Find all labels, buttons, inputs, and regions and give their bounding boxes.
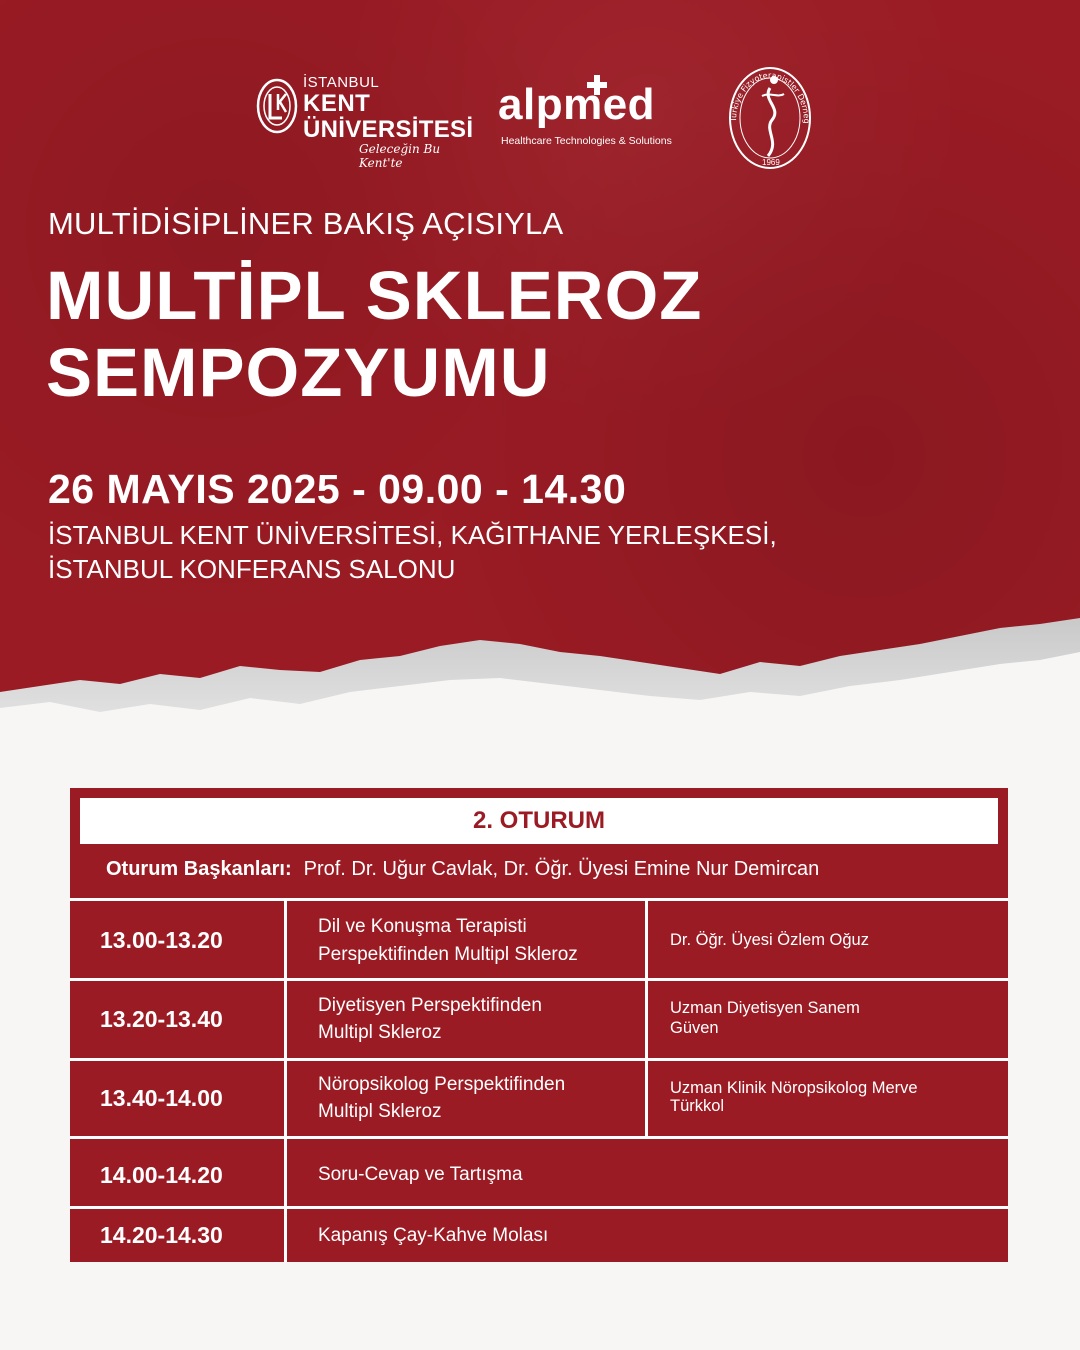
alpmed-logo-tagline: Healthcare Technologies & Solutions xyxy=(501,135,672,147)
table-column-divider xyxy=(645,898,648,1136)
row-speaker-line2: Türkkol xyxy=(670,1097,725,1115)
fizyo-logo-ring-text: Türkiye Fizyoterapistler Derneğ xyxy=(728,70,812,124)
torn-paper-edge xyxy=(0,600,1080,770)
row-time: 13.40-14.00 xyxy=(100,1085,223,1111)
session-chairs xyxy=(106,858,819,881)
row-topic-line1: Diyetisyen Perspektifinden xyxy=(318,995,542,1016)
session-program-table xyxy=(70,788,1008,1262)
svg-text:Türkiye Fizyoterapistler Derne xyxy=(722,56,811,124)
row-topic-line1: Dil ve Konuşma Terapisti xyxy=(318,916,527,937)
table-divider xyxy=(70,1136,1008,1139)
session-chairs-names: Prof. Dr. Uğur Cavlak, Dr. Öğr. Üyesi Emine Nur Demircan xyxy=(303,858,820,880)
event-title-line2: SEMPOZYUMU xyxy=(46,334,551,411)
alpmed-logo xyxy=(498,74,688,154)
kent-logo-line1: KENT xyxy=(303,90,371,117)
session-chairs-label: Oturum Başkanları: xyxy=(106,858,292,880)
row-topic-line1: Kapanış Çay-Kahve Molası xyxy=(318,1225,549,1246)
event-venue-line2: İSTANBUL KONFERANS SALONU xyxy=(48,554,456,584)
row-speaker-line2: Güven xyxy=(670,1019,719,1037)
table-divider xyxy=(70,978,1008,981)
session-title: 2. OTURUM xyxy=(80,798,998,844)
kent-logo-small-text: İSTANBUL xyxy=(303,74,380,91)
event-venue-line1: İSTANBUL KENT ÜNİVERSİTESİ, KAĞITHANE YERLEŞKESİ, xyxy=(48,520,777,550)
row-topic-line1: Nöropsikolog Perspektifinden xyxy=(318,1074,566,1095)
event-title-line1: MULTİPL SKLEROZ xyxy=(46,257,703,334)
table-column-divider xyxy=(284,898,287,1262)
fizyoterapistler-dernegi-logo xyxy=(722,56,818,172)
row-time: 14.00-14.20 xyxy=(100,1162,223,1188)
dancer-figure-icon xyxy=(722,56,818,172)
row-topic-line2: Multipl Skleroz xyxy=(318,1022,442,1043)
row-speaker-line1: Dr. Öğr. Üyesi Özlem Oğuz xyxy=(670,931,869,949)
row-speaker-line1: Uzman Klinik Nöropsikolog Merve xyxy=(670,1079,918,1097)
row-topic-line1: Soru-Cevap ve Tartışma xyxy=(318,1164,523,1185)
table-divider xyxy=(70,898,1008,901)
row-speaker-line1: Uzman Diyetisyen Sanem xyxy=(670,999,860,1017)
kent-logo-slogan: Geleceğin Bu Kent'te xyxy=(359,142,441,170)
kent-monogram-icon xyxy=(256,78,298,134)
row-time: 13.00-13.20 xyxy=(100,927,223,953)
kent-university-logo xyxy=(256,74,474,170)
row-topic-line2: Perspektifinden Multipl Skleroz xyxy=(318,944,578,965)
event-date-time: 26 MAYIS 2025 - 09.00 - 14.30 xyxy=(48,466,627,512)
event-subtitle: MULTİDİSİPLİNER BAKIŞ AÇISIYLA xyxy=(48,206,564,241)
row-time: 14.20-14.30 xyxy=(100,1222,223,1248)
table-divider xyxy=(70,1206,1008,1209)
row-topic-line2: Multipl Skleroz xyxy=(318,1101,442,1122)
alpmed-logo-name: alpmed xyxy=(498,80,656,129)
table-divider xyxy=(70,1058,1008,1061)
row-time: 13.20-13.40 xyxy=(100,1006,223,1032)
kent-logo-line2: ÜNİVERSİTESİ xyxy=(303,116,474,143)
fizyo-logo-year: 1969 xyxy=(762,158,780,167)
